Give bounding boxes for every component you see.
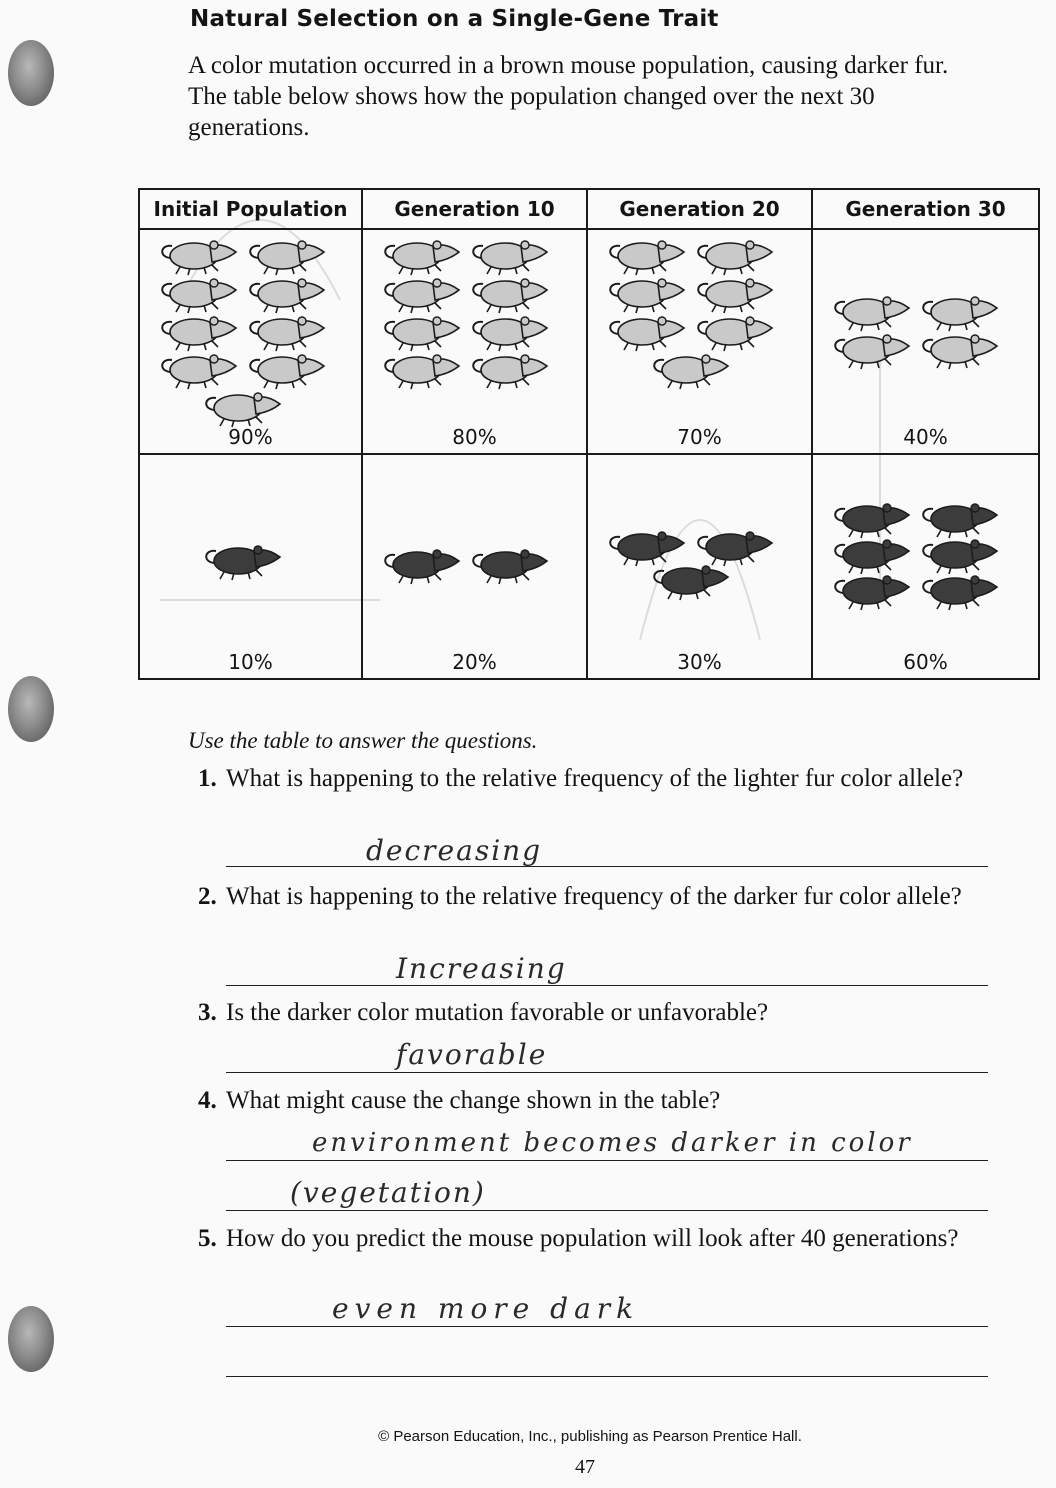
light-cell-gen30 <box>812 229 1039 454</box>
header-initial-population: Initial Population <box>139 189 362 229</box>
light-mouse-icon <box>698 279 772 313</box>
question-5-number: 5. <box>198 1225 217 1252</box>
light-percent-gen30: 40% <box>903 425 948 449</box>
light-mouse-icon <box>385 241 459 275</box>
page-number: 47 <box>575 1456 595 1478</box>
light-mice-gen30 <box>813 230 1038 430</box>
light-mouse-icon <box>250 355 324 389</box>
light-mouse-icon <box>385 317 459 351</box>
light-cell-gen10 <box>362 229 587 454</box>
dark-cell-gen30 <box>812 454 1039 679</box>
light-mouse-icon <box>473 317 547 351</box>
dark-mouse-icon <box>923 540 997 574</box>
header-generation-30: Generation 30 <box>812 189 1039 229</box>
dark-mouse-icon <box>206 546 280 580</box>
dark-mice-gen20 <box>588 455 811 655</box>
light-cell-gen20 <box>587 229 812 454</box>
light-mouse-icon <box>610 241 684 275</box>
answer-line-4a[interactable] <box>226 1160 988 1161</box>
question-2-text: What is happening to the relative frequency of the darker fur color allele? <box>226 883 962 910</box>
dark-mouse-icon <box>654 566 728 600</box>
answer-line-2[interactable] <box>226 985 988 986</box>
handwritten-answer-4a: environment becomes darker in color <box>312 1128 913 1158</box>
dark-mice-initial <box>140 455 361 655</box>
handwritten-answer-4b: (vegetation) <box>290 1176 486 1209</box>
question-4-text: What might cause the change shown in the table? <box>226 1087 721 1114</box>
binder-hole-bottom <box>8 1306 54 1372</box>
dark-mouse-icon <box>835 540 909 574</box>
light-mouse-icon <box>250 317 324 351</box>
light-mouse-icon <box>162 317 236 351</box>
dark-percent-gen20: 30% <box>677 650 722 674</box>
binder-hole-top <box>8 40 54 106</box>
light-mouse-icon <box>473 241 547 275</box>
question-5-text: How do you predict the mouse population will look after 40 generations? <box>226 1225 959 1252</box>
answer-line-3[interactable] <box>226 1072 988 1073</box>
intro-paragraph: A color mutation occurred in a brown mouse population, causing darker fur. The table below shows how the population changed over the next 30 generations. <box>188 52 949 141</box>
light-mouse-icon <box>698 317 772 351</box>
dark-cell-initial <box>139 454 362 679</box>
answer-line-5b[interactable] <box>226 1376 988 1377</box>
answer-line-5a[interactable] <box>226 1326 988 1327</box>
binder-hole-middle <box>8 676 54 742</box>
light-cell-initial <box>139 229 362 454</box>
light-mouse-icon <box>610 279 684 313</box>
answer-line-1[interactable] <box>226 866 988 867</box>
light-mouse-icon <box>162 279 236 313</box>
light-mouse-icon <box>385 355 459 389</box>
light-mice-gen10 <box>363 230 586 430</box>
light-mouse-icon <box>250 241 324 275</box>
worksheet-title: Natural Selection on a Single-Gene Trait <box>190 6 719 32</box>
instructions: Use the table to answer the questions. <box>188 728 538 753</box>
light-mouse-icon <box>162 241 236 275</box>
light-mouse-icon <box>835 335 909 369</box>
dark-mice-gen30 <box>813 455 1038 655</box>
handwritten-answer-2: Increasing <box>396 952 567 985</box>
light-mouse-icon <box>698 241 772 275</box>
dark-percent-gen10: 20% <box>452 650 497 674</box>
question-3-text: Is the darker color mutation favorable or unfavorable? <box>226 999 769 1026</box>
question-2-number: 2. <box>198 883 217 910</box>
handwritten-answer-1: decreasing <box>366 834 543 867</box>
light-mice-initial <box>140 230 361 430</box>
light-mouse-icon <box>835 297 909 331</box>
dark-mouse-icon <box>473 550 547 584</box>
question-3-number: 3. <box>198 999 217 1026</box>
dark-mouse-icon <box>835 576 909 610</box>
answer-line-4b[interactable] <box>226 1210 988 1211</box>
light-mouse-icon <box>654 355 728 389</box>
dark-cell-gen10 <box>362 454 587 679</box>
light-mouse-icon <box>250 279 324 313</box>
question-4-number: 4. <box>198 1087 217 1114</box>
light-mouse-icon <box>473 279 547 313</box>
dark-mouse-icon <box>923 504 997 538</box>
light-mouse-icon <box>610 317 684 351</box>
light-percent-initial: 90% <box>228 425 273 449</box>
dark-cell-gen20 <box>587 454 812 679</box>
light-percent-gen20: 70% <box>677 425 722 449</box>
light-mouse-icon <box>162 355 236 389</box>
light-mouse-icon <box>473 355 547 389</box>
light-percent-gen10: 80% <box>452 425 497 449</box>
dark-mice-gen10 <box>363 455 586 655</box>
light-mice-gen20 <box>588 230 811 430</box>
handwritten-answer-3: favorable <box>396 1038 548 1071</box>
dark-mouse-icon <box>385 550 459 584</box>
dark-mouse-icon <box>923 576 997 610</box>
handwritten-answer-5a: even more dark <box>332 1292 640 1325</box>
dark-percent-gen30: 60% <box>903 650 948 674</box>
dark-percent-initial: 10% <box>228 650 273 674</box>
population-table <box>138 188 1040 680</box>
question-1-number: 1. <box>198 765 217 792</box>
question-1-text: What is happening to the relative frequency of the lighter fur color allele? <box>226 765 964 792</box>
light-mouse-icon <box>206 393 280 427</box>
header-generation-20: Generation 20 <box>587 189 812 229</box>
light-mouse-icon <box>385 279 459 313</box>
dark-mouse-icon <box>835 504 909 538</box>
dark-mouse-icon <box>610 532 684 566</box>
light-mouse-icon <box>923 335 997 369</box>
dark-mouse-icon <box>698 532 772 566</box>
copyright-footer: © Pearson Education, Inc., publishing as Pearson Prentice Hall. <box>378 1428 802 1445</box>
light-mouse-icon <box>923 297 997 331</box>
header-generation-10: Generation 10 <box>362 189 587 229</box>
